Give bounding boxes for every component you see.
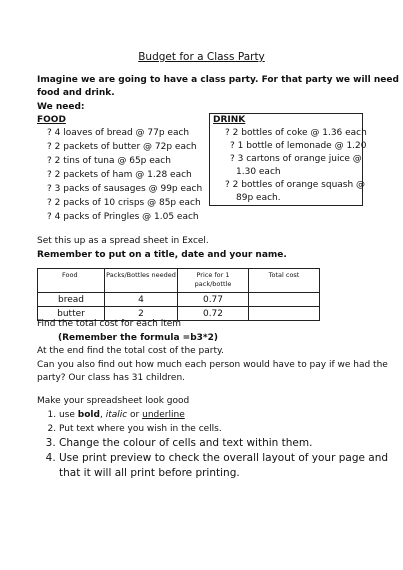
food-item: ? 2 packets of ham @ 1.28 each [47,170,192,180]
cell-food: bread [38,293,105,307]
cell-food: butter [38,307,105,321]
cell-price: 0.77 [178,293,249,307]
cell-packs: 4 [105,293,178,307]
drink-item: ? 1 bottle of lemonade @ 1.20 [230,141,367,151]
look-good-heading: Make your spreadsheet look good [37,396,190,406]
step-3: 3. Change the colour of cells and text within them. [59,436,399,451]
per-person-line-2: party? Our class has 31 children. [37,373,186,383]
step-1 [59,408,399,422]
table-header-row [38,269,320,293]
step-1-italic: italic [105,410,128,420]
drink-item: ? 2 bottles of orange squash @ [225,180,366,190]
header-food: Food [38,269,105,293]
food-item: ? 2 packets of butter @ 72p each [47,142,197,152]
step-4: 4. Use print preview to check the overall layout of your page and that it will all print before printing. [59,451,399,481]
header-packs: Packs/Bottles needed [105,269,178,293]
food-item: ? 4 packs of Pringles @ 1.05 each [47,212,199,222]
drink-item: ? 2 bottles of coke @ 1.36 each [225,128,367,138]
cell-price: 0.72 [178,307,249,321]
drink-heading: DRINK [213,115,246,125]
food-item: ? 4 loaves of bread @ 77p each [47,128,190,138]
step-1-use: use [59,410,78,420]
find-total-instruction: Find the total cost for each item [37,319,182,329]
intro-line-2: food and drink. [37,88,115,98]
step-2: 2. Put text where you wish in the cells. [59,422,399,436]
step-1-or: or [127,410,143,420]
step-1-comma: , [99,410,106,420]
formula-reminder: (Remember the formula =b3*2) [58,333,219,343]
drink-item: 1.30 each [236,167,281,177]
food-item: ? 2 tins of tuna @ 65p each [47,156,171,166]
per-person-line-1: Can you also find out how much each person would have to pay if we had the [37,360,388,370]
page-title: Budget for a Class Party [138,51,265,63]
header-price: Price for 1 pack/bottle [178,269,249,293]
remember-instruction: Remember to put on a title, date and your name. [37,250,287,260]
cell-packs: 2 [105,307,178,321]
end-total-instruction: At the end find the total cost of the party. [37,346,224,356]
cell-total [249,307,320,321]
header-total: Total cost [249,269,320,293]
intro-line-1: Imagine we are going to have a class party. For that party we will need [37,75,399,85]
we-need-label: We need: [37,102,85,112]
drink-item: ? 3 cartons of orange juice @ [230,154,362,164]
table-row [38,293,320,307]
setup-instruction: Set this up as a spread sheet in Excel. [37,236,209,246]
cell-total [249,293,320,307]
formatting-steps [33,408,399,481]
food-item: ? 3 packs of sausages @ 99p each [47,184,203,194]
food-item: ? 2 packs of 10 crisps @ 85p each [47,198,201,208]
food-heading: FOOD [37,115,66,125]
step-1-bold: bold [77,410,100,420]
spreadsheet-table [37,268,320,321]
drink-item: 89p each. [236,193,281,203]
step-1-underline: underline [142,410,185,420]
